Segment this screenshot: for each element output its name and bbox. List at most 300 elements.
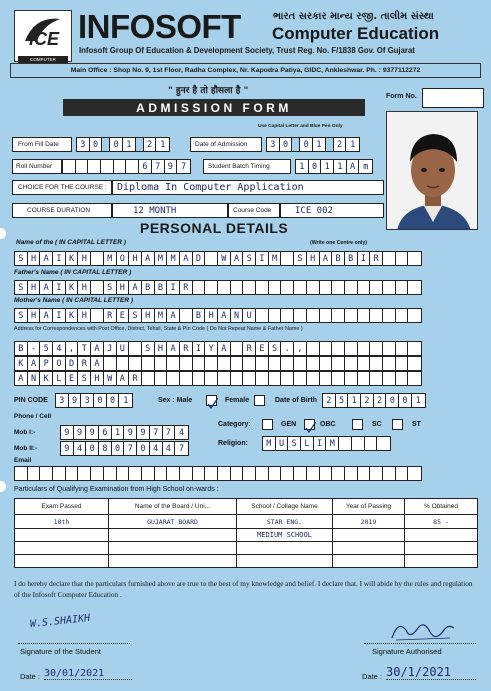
code-value: ICE 002 (295, 206, 333, 216)
letter-cell (167, 372, 180, 385)
letter-cell (383, 252, 396, 265)
letter-cell (104, 357, 117, 370)
gen-checkbox[interactable] (262, 419, 273, 430)
letter-cell (193, 467, 206, 480)
letter-cell: H (28, 252, 41, 265)
father-label: Father's Name ( IN CAPITAL LETTER ) (14, 269, 132, 276)
letter-cell: U (276, 437, 289, 450)
date-digit: 0 (110, 138, 123, 151)
letter-cell: A (142, 252, 155, 265)
table-cell[interactable]: 10th (15, 515, 109, 529)
letter-cell (408, 467, 421, 480)
letter-cell (345, 342, 358, 355)
female-label: Female (225, 397, 250, 404)
punch-hole (0, 481, 6, 492)
letter-cell (320, 309, 333, 322)
letter-cell (142, 467, 155, 480)
letter-cell (370, 467, 383, 480)
letter-cell: 9 (69, 394, 82, 407)
letter-cell (332, 342, 345, 355)
timing-grid[interactable] (295, 159, 373, 174)
father-grid[interactable] (14, 280, 422, 295)
col-percent: % Obtained (405, 499, 478, 515)
letter-cell: 9 (61, 426, 74, 439)
religion-label: Religion: (218, 440, 248, 447)
letter-cell: S (15, 252, 28, 265)
letter-cell: A (91, 342, 104, 355)
table-cell[interactable] (405, 542, 478, 555)
date-separator (326, 138, 334, 151)
table-row (15, 555, 478, 568)
letter-cell: A (28, 357, 41, 370)
letter-cell (370, 309, 383, 322)
letter-cell: 6 (99, 426, 112, 439)
letter-cell: 7 (163, 426, 176, 439)
table-cell[interactable] (15, 542, 109, 555)
letter-cell: . (281, 342, 294, 355)
mother-grid[interactable] (14, 308, 422, 323)
letter-cell: I (53, 309, 66, 322)
admission-date-grid[interactable] (266, 137, 360, 152)
letter-cell: S (104, 281, 117, 294)
letter-cell: M (104, 252, 117, 265)
course-value: Diploma In Computer Application (117, 182, 304, 193)
address-grid-1[interactable] (14, 341, 422, 356)
duration-field[interactable] (112, 203, 228, 218)
letter-cell: 3 (56, 394, 69, 407)
letter-cell: 4 (74, 442, 87, 455)
letter-cell (243, 372, 256, 385)
letter-cell (180, 357, 193, 370)
letter-cell (129, 357, 142, 370)
letter-cell: D (66, 357, 79, 370)
letter-cell (256, 372, 269, 385)
qualifying-table (14, 498, 478, 568)
authorised-signature (388, 616, 458, 646)
letter-cell: O (53, 357, 66, 370)
letter-cell: S (78, 372, 91, 385)
letter-cell (256, 467, 269, 480)
date-separator (102, 138, 110, 151)
letter-cell (218, 372, 231, 385)
dob-label: Date of Birth (275, 397, 317, 404)
letter-cell (332, 281, 345, 294)
address-grid-3[interactable] (14, 371, 422, 386)
letter-cell: E (256, 342, 269, 355)
letter-cell: 5 (336, 394, 349, 407)
letter-cell (218, 357, 231, 370)
table-cell[interactable] (15, 529, 109, 542)
letter-cell: A (91, 357, 104, 370)
letter-cell (345, 281, 358, 294)
timing-char: 1 (296, 160, 309, 173)
phone-label: Phone / Cell (14, 413, 52, 420)
letter-cell: P (40, 357, 53, 370)
personal-title: PERSONAL DETAILS (140, 220, 289, 236)
table-cell[interactable] (109, 555, 237, 568)
religion-grid[interactable] (262, 436, 391, 451)
letter-cell: 7 (175, 442, 188, 455)
mob1-label: Mob I:- (14, 429, 36, 436)
email-label: Email (14, 457, 32, 464)
letter-cell (155, 372, 168, 385)
student-date-label: Date : (20, 672, 41, 681)
letter-cell: E (66, 372, 79, 385)
letter-cell: K (66, 252, 79, 265)
letter-cell: S (15, 309, 28, 322)
letter-cell: L (301, 437, 314, 450)
pin-grid[interactable] (55, 393, 133, 408)
letter-cell (91, 252, 104, 265)
letter-cell (53, 467, 66, 480)
letter-cell: 0 (137, 442, 150, 455)
letter-cell: A (320, 252, 333, 265)
student-signature: W.S.SHAIKH (29, 612, 91, 631)
table-cell[interactable] (109, 542, 237, 555)
table-cell[interactable]: 85 - (405, 515, 478, 529)
letter-cell (408, 309, 421, 322)
roll-digit (88, 160, 101, 173)
letter-cell: S (294, 252, 307, 265)
date-digit: 1 (313, 138, 326, 151)
letter-cell: B (15, 342, 28, 355)
letter-cell: M (326, 437, 339, 450)
letter-cell (231, 281, 244, 294)
centre-note: (Write one Centre only) (310, 240, 367, 246)
letter-cell (40, 467, 53, 480)
letter-cell (269, 467, 282, 480)
letter-cell (243, 281, 256, 294)
table-cell[interactable] (405, 555, 478, 568)
letter-cell (396, 372, 409, 385)
letter-cell: I (53, 252, 66, 265)
letter-cell: A (167, 309, 180, 322)
letter-cell: S (243, 252, 256, 265)
table-cell[interactable] (333, 542, 405, 555)
address-grid-2[interactable] (14, 356, 422, 371)
letter-cell (243, 357, 256, 370)
office-bar (10, 63, 481, 78)
letter-cell: 7 (150, 426, 163, 439)
code-field[interactable] (280, 203, 384, 218)
letter-cell: 0 (107, 394, 120, 407)
roll-digit (76, 160, 89, 173)
letter-cell (269, 281, 282, 294)
letter-cell (370, 281, 383, 294)
letter-cell (339, 437, 352, 450)
letter-cell (352, 437, 365, 450)
letter-cell (269, 309, 282, 322)
roll-grid[interactable] (62, 159, 191, 174)
date-digit: 2 (144, 138, 157, 151)
col-exam: Exam Passed (15, 499, 109, 515)
course-field[interactable] (112, 180, 384, 195)
roll-label: Roll Number (16, 163, 53, 170)
society-line: Infosoft Group Of Education & Development Society, Trust Reg. No. F/1838 Gov. Of Gujarat (79, 46, 415, 55)
form-title-banner (63, 99, 365, 116)
letter-cell (307, 309, 320, 322)
date-digit: 3 (267, 138, 280, 151)
letter-cell: B (345, 252, 358, 265)
letter-cell: M (155, 252, 168, 265)
letter-cell: A (218, 309, 231, 322)
letter-cell (155, 467, 168, 480)
letter-cell (281, 252, 294, 265)
letter-cell: I (256, 252, 269, 265)
letter-cell: M (167, 252, 180, 265)
table-cell[interactable] (333, 529, 405, 542)
student-date: 30/01/2021 (44, 668, 132, 680)
female-checkbox[interactable] (254, 395, 265, 406)
letter-cell: K (40, 372, 53, 385)
letter-cell: A (167, 342, 180, 355)
letter-cell: M (269, 252, 282, 265)
letter-cell (408, 281, 421, 294)
letter-cell (104, 467, 117, 480)
letter-cell (320, 357, 333, 370)
fill-date-label: From Fill Date (18, 141, 59, 148)
letter-cell (332, 467, 345, 480)
letter-cell (294, 309, 307, 322)
fill-date-grid[interactable] (76, 137, 170, 152)
letter-cell (307, 357, 320, 370)
letter-cell (345, 372, 358, 385)
letter-cell (307, 342, 320, 355)
letter-cell (307, 372, 320, 385)
letter-cell (91, 281, 104, 294)
auth-sig-line (364, 643, 476, 644)
duration-label-box (12, 203, 112, 218)
letter-cell: A (15, 372, 28, 385)
letter-cell (205, 357, 218, 370)
timing-char: A (347, 160, 360, 173)
name-grid[interactable] (14, 251, 422, 266)
letter-cell (281, 357, 294, 370)
letter-cell: 0 (386, 394, 399, 407)
letter-cell (408, 372, 421, 385)
student-photo (386, 111, 478, 230)
letter-cell (377, 437, 390, 450)
letter-cell (243, 467, 256, 480)
roll-label-box (12, 159, 62, 174)
letter-cell: 2 (361, 394, 374, 407)
letter-cell: 4 (163, 442, 176, 455)
roll-digit: 7 (152, 160, 165, 173)
letter-cell (408, 357, 421, 370)
student-sig-label: Signature of the Student (20, 647, 101, 656)
duration-label: COURSE DURATION (27, 207, 91, 214)
letter-cell: N (28, 372, 41, 385)
letter-cell (91, 309, 104, 322)
letter-cell: 0 (399, 394, 412, 407)
letter-cell: R (243, 342, 256, 355)
letter-cell: A (180, 252, 193, 265)
letter-cell (320, 372, 333, 385)
admission-date-label-box (190, 137, 262, 152)
letter-cell (365, 437, 378, 450)
letter-cell: H (78, 281, 91, 294)
table-cell[interactable]: STAR ENG. (237, 515, 333, 529)
letter-cell (180, 372, 193, 385)
letter-cell: , (66, 342, 79, 355)
letter-cell: B (155, 281, 168, 294)
letter-cell (167, 467, 180, 480)
letter-cell: 4 (175, 426, 188, 439)
letter-cell: 3 (81, 394, 94, 407)
letter-cell: 1 (112, 426, 125, 439)
table-cell[interactable] (333, 555, 405, 568)
table-cell[interactable] (109, 529, 237, 542)
letter-cell (358, 357, 371, 370)
letter-cell (269, 372, 282, 385)
letter-cell (193, 357, 206, 370)
roll-digit: 6 (139, 160, 152, 173)
letter-cell: A (40, 281, 53, 294)
letter-cell (294, 281, 307, 294)
letter-cell: B (193, 309, 206, 322)
letter-cell (358, 309, 371, 322)
letter-cell: S (288, 437, 301, 450)
letter-cell: 2 (323, 394, 336, 407)
letter-cell (193, 372, 206, 385)
letter-cell: 0 (94, 394, 107, 407)
letter-cell: U (117, 342, 130, 355)
mob2-grid[interactable] (60, 441, 189, 456)
roll-digit (101, 160, 114, 173)
male-checkbox[interactable] (206, 395, 217, 406)
timing-char: 1 (321, 160, 334, 173)
form-no-field[interactable] (422, 88, 484, 108)
letter-cell (256, 357, 269, 370)
letter-cell (332, 357, 345, 370)
letter-cell: K (15, 357, 28, 370)
course-label: CHOICE FOR THE COURSE : (18, 184, 107, 191)
auth-date: 30/1/2021 (386, 665, 476, 680)
col-school: School / Collage Name (237, 499, 333, 515)
table-cell[interactable] (15, 555, 109, 568)
letter-cell: 9 (86, 426, 99, 439)
letter-cell: H (78, 252, 91, 265)
roll-digit: 7 (177, 160, 190, 173)
date-digit: 0 (280, 138, 293, 151)
email-grid[interactable] (14, 466, 422, 481)
letter-cell: H (307, 252, 320, 265)
letter-cell: H (117, 281, 130, 294)
table-cell[interactable]: GUJARAT BOARD (109, 515, 237, 529)
letter-cell (396, 309, 409, 322)
qualifying-title: Particulars of Qualifying Examination from High School on-wards : (14, 486, 219, 493)
letter-cell: N (231, 309, 244, 322)
table-cell[interactable] (405, 529, 478, 542)
letter-cell (370, 357, 383, 370)
office-address: Main Office : Shop No. 9, 1st Floor, Radha Complex, Nr. Kapodra Patiya, GIDC, Ankleshwar. Ph. : 9377112272 (70, 67, 421, 74)
letter-cell: M (263, 437, 276, 450)
letter-cell: , (294, 342, 307, 355)
slogan: " हुनर है तो हौसला है " (168, 86, 249, 96)
timing-label-box (203, 159, 291, 174)
letter-cell: M (155, 309, 168, 322)
timing-char: 0 (309, 160, 322, 173)
letter-cell (320, 342, 333, 355)
mob1-grid[interactable] (60, 425, 189, 440)
letter-cell (370, 372, 383, 385)
table-cell[interactable]: MEDIUM SCHOOL (237, 529, 333, 542)
logo-subtitle: COMPUTER (18, 56, 68, 68)
letter-cell: R (104, 309, 117, 322)
duration-value: 12 MONTH (133, 206, 177, 216)
table-row (15, 515, 478, 529)
letter-cell (205, 281, 218, 294)
obc-checkbox[interactable] (304, 419, 315, 430)
brand-title: INFOSOFT (78, 8, 241, 45)
letter-cell: I (314, 437, 327, 450)
letter-cell: R (370, 252, 383, 265)
letter-cell (269, 357, 282, 370)
letter-cell: R (78, 357, 91, 370)
letter-cell: H (129, 252, 142, 265)
letter-cell (383, 467, 396, 480)
roll-digit (114, 160, 127, 173)
table-cell[interactable]: 2019 (333, 515, 405, 529)
date-digit: 0 (90, 138, 103, 151)
letter-cell (142, 357, 155, 370)
letter-cell (383, 281, 396, 294)
table-cell[interactable] (237, 542, 333, 555)
letter-cell: A (129, 281, 142, 294)
letter-cell (358, 281, 371, 294)
table-row (15, 529, 478, 542)
letter-cell: K (66, 309, 79, 322)
sc-checkbox[interactable] (352, 419, 363, 430)
checkmark-icon (207, 398, 218, 409)
roll-digit (126, 160, 139, 173)
letter-cell: H (28, 281, 41, 294)
letter-cell (117, 467, 130, 480)
form-title: ADMISSION FORM (136, 100, 292, 115)
letter-cell (281, 281, 294, 294)
date-digit: 3 (77, 138, 90, 151)
logo-text: ICE (29, 29, 60, 49)
letter-cell (231, 372, 244, 385)
category-label: Category: (218, 421, 251, 428)
date-digit: 1 (346, 138, 359, 151)
letter-cell: H (155, 342, 168, 355)
admission-date-label: Date of Admission (195, 141, 248, 148)
letter-cell (358, 372, 371, 385)
date-separator (292, 138, 300, 151)
letter-cell: B (142, 281, 155, 294)
letter-cell: 1 (119, 394, 132, 407)
letter-cell: S (15, 281, 28, 294)
letter-cell: - (28, 342, 41, 355)
letter-cell: 7 (124, 442, 137, 455)
timing-char: m (359, 160, 372, 173)
letter-cell (281, 467, 294, 480)
letter-cell (281, 372, 294, 385)
st-checkbox[interactable] (392, 419, 403, 430)
letter-cell (66, 467, 79, 480)
letter-cell: H (28, 309, 41, 322)
table-cell[interactable] (237, 555, 333, 568)
date-digit: 1 (156, 138, 169, 151)
dob-grid[interactable] (322, 393, 426, 408)
letter-cell (193, 281, 206, 294)
letter-cell: H (142, 309, 155, 322)
auth-sig-label: Signature Authorised (372, 647, 442, 656)
st-label: ST (412, 421, 421, 428)
letter-cell (358, 467, 371, 480)
letter-cell (218, 467, 231, 480)
